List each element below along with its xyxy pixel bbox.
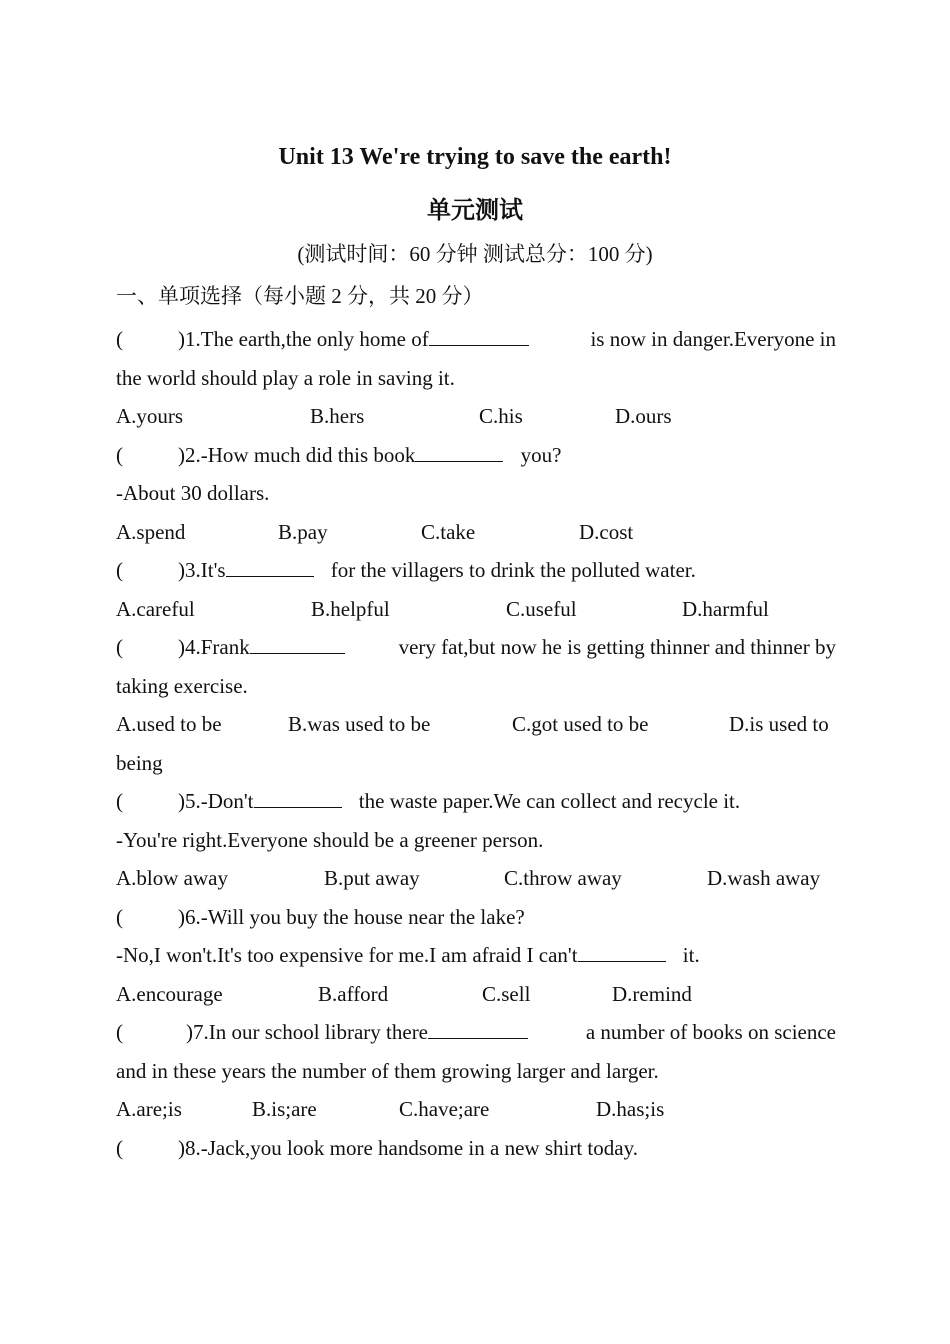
- question-1-stem: ( )1.The earth,the only home of is now in danger.Everyone in: [116, 327, 836, 351]
- answer-blank[interactable]: [254, 789, 342, 808]
- question-1-stem-cont: the world should play a role in saving it.: [116, 366, 455, 390]
- question-6-option-b: B.afford: [318, 982, 389, 1006]
- answer-blank[interactable]: [250, 635, 345, 654]
- answer-blank[interactable]: [428, 1020, 528, 1039]
- answer-blank[interactable]: [429, 327, 529, 346]
- question-6-option-c: C.sell: [482, 982, 531, 1006]
- question-4-option-d: D.is used to: [729, 712, 829, 736]
- question-3-option-c: C.useful: [506, 597, 577, 621]
- question-4-option-b: B.was used to be: [288, 712, 431, 736]
- question-7-option-b: B.is;are: [252, 1097, 317, 1121]
- question-7-option-c: C.have;are: [399, 1097, 490, 1121]
- answer-blank[interactable]: [578, 943, 666, 962]
- question-7-option-a: A.are;is: [116, 1097, 182, 1121]
- question-5-stem-cont: -You're right.Everyone should be a greener person.: [116, 828, 544, 852]
- answer-blank[interactable]: [415, 443, 503, 462]
- question-5-stem: ( )5.-Don't the waste paper.We can collect and recycle it.: [116, 789, 741, 813]
- question-1-option-b: B.hers: [310, 404, 365, 428]
- question-4-stem: ( )4.Frank very fat,but now he is getting thinner and thinner by: [116, 635, 836, 659]
- question-7-stem: ( )7.In our school library there a number of books on science: [116, 1020, 836, 1044]
- question-4-stem-cont: taking exercise.: [116, 674, 248, 698]
- question-2-stem: ( )2.-How much did this book you?: [116, 443, 562, 467]
- question-5-option-c: C.throw away: [504, 866, 622, 890]
- question-3-option-a: A.careful: [116, 597, 195, 621]
- document-title: Unit 13 We're trying to save the earth!: [278, 144, 672, 170]
- question-7-stem-cont: and in these years the number of them growing larger and larger.: [116, 1059, 659, 1083]
- question-4-option-c: C.got used to be: [512, 712, 649, 736]
- question-8-stem: ( )8.-Jack,you look more handsome in a new shirt today.: [116, 1136, 638, 1160]
- question-2-option-c: C.take: [421, 520, 476, 544]
- question-1-option-c: C.his: [479, 404, 523, 428]
- question-6-option-d: D.remind: [612, 982, 692, 1006]
- question-2-option-d: D.cost: [579, 520, 634, 544]
- test-info: (测试时间：60 分钟 测试总分：100 分): [297, 242, 653, 266]
- question-1-option-a: A.yours: [116, 404, 184, 428]
- question-6-option-a: A.encourage: [116, 982, 223, 1006]
- question-5-option-b: B.put away: [324, 866, 420, 890]
- question-6-stem-cont: -No,I won't.It's too expensive for me.I am afraid I can't it.: [116, 943, 700, 967]
- question-3-stem: ( )3.It's for the villagers to drink the polluted water.: [116, 558, 696, 582]
- question-2-stem-cont: -About 30 dollars.: [116, 481, 270, 505]
- question-4-option-wrap: being: [116, 751, 163, 775]
- answer-blank[interactable]: [226, 558, 314, 577]
- document-subtitle: 单元测试: [427, 196, 523, 224]
- question-4-option-a: A.used to be: [116, 712, 222, 736]
- question-6-stem: ( )6.-Will you buy the house near the lake?: [116, 905, 525, 929]
- question-1-option-d: D.ours: [615, 404, 672, 428]
- question-2-option-b: B.pay: [278, 520, 328, 544]
- question-7-option-d: D.has;is: [596, 1097, 665, 1121]
- question-2-option-a: A.spend: [116, 520, 186, 544]
- question-5-option-a: A.blow away: [116, 866, 228, 890]
- question-5-option-d: D.wash away: [707, 866, 821, 890]
- question-3-option-d: D.harmful: [682, 597, 769, 621]
- question-3-option-b: B.helpful: [311, 597, 390, 621]
- section-heading: 一、单项选择（每小题 2 分，共 20 分）: [116, 284, 484, 308]
